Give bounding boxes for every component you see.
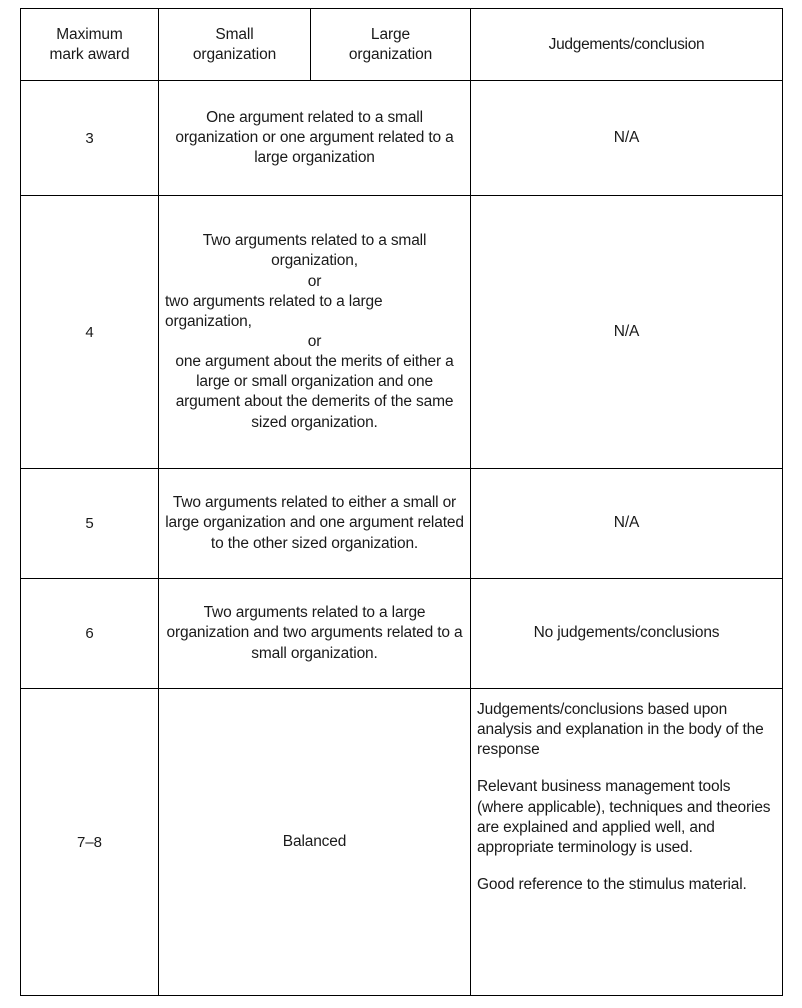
column-header-small-organization: [159, 9, 311, 81]
table-body: [21, 81, 783, 996]
table-row: [21, 579, 783, 689]
table-row: [21, 81, 783, 196]
description-segment: or: [307, 333, 322, 350]
cell-organization-description: Balanced: [159, 689, 471, 996]
cell-organization-description: Two arguments related to either a small or large organization and one argument related to the other sized organization.: [159, 469, 471, 579]
description-segment: one argument about the merits of either a large or small organization and one argument about the demerits of the same sized organization.: [175, 353, 454, 431]
cell-judgement: [471, 689, 783, 996]
cell-organization-description: Two arguments related to a large organization and two arguments related to a small organization.: [159, 579, 471, 689]
table-header: [21, 9, 783, 81]
cell-mark-award: 4: [21, 196, 159, 469]
column-header-maximum-mark-award: [21, 9, 159, 81]
cell-organization-description: [159, 196, 471, 469]
description-segment: or: [307, 272, 322, 290]
cell-judgement: N/A: [471, 196, 783, 469]
header-row: [21, 9, 783, 81]
header-line-1: Large: [370, 25, 411, 43]
assessment-rubric-table: [20, 8, 783, 996]
table-row: [21, 196, 783, 469]
header-line-2: organization: [192, 45, 277, 63]
judgement-paragraph: Relevant business management tools (where applicable), techniques and theories are explained and applied well, and appropriate terminology is used.: [477, 778, 771, 856]
header-line-1: Small: [215, 25, 254, 43]
cell-judgement: N/A: [471, 81, 783, 196]
header-line-1: Maximum: [56, 25, 123, 43]
cell-mark-award: 3: [21, 81, 159, 196]
column-header-large-organization: [311, 9, 471, 81]
cell-judgement: No judgements/conclusions: [471, 579, 783, 689]
description-segment: Two arguments related to a small organization,: [202, 232, 427, 270]
header-line-2: organization: [348, 45, 433, 63]
table-row: [21, 469, 783, 579]
cell-mark-award: 7–8: [21, 689, 159, 996]
judgement-paragraph: Good reference to the stimulus material.: [477, 875, 747, 893]
judgement-paragraph: Judgements/conclusions based upon analysis and explanation in the body of the response: [477, 701, 764, 759]
cell-judgement: N/A: [471, 469, 783, 579]
cell-mark-award: 5: [21, 469, 159, 579]
header-line-2: mark award: [49, 45, 130, 63]
table-row: [21, 689, 783, 996]
cell-mark-award: 6: [21, 579, 159, 689]
cell-organization-description: One argument related to a small organization or one argument related to a large organization: [159, 81, 471, 196]
description-segments: [165, 231, 464, 432]
description-segment: two arguments related to a large organization,: [165, 292, 383, 330]
column-header-judgements-conclusion: Judgements/conclusion: [471, 9, 783, 81]
